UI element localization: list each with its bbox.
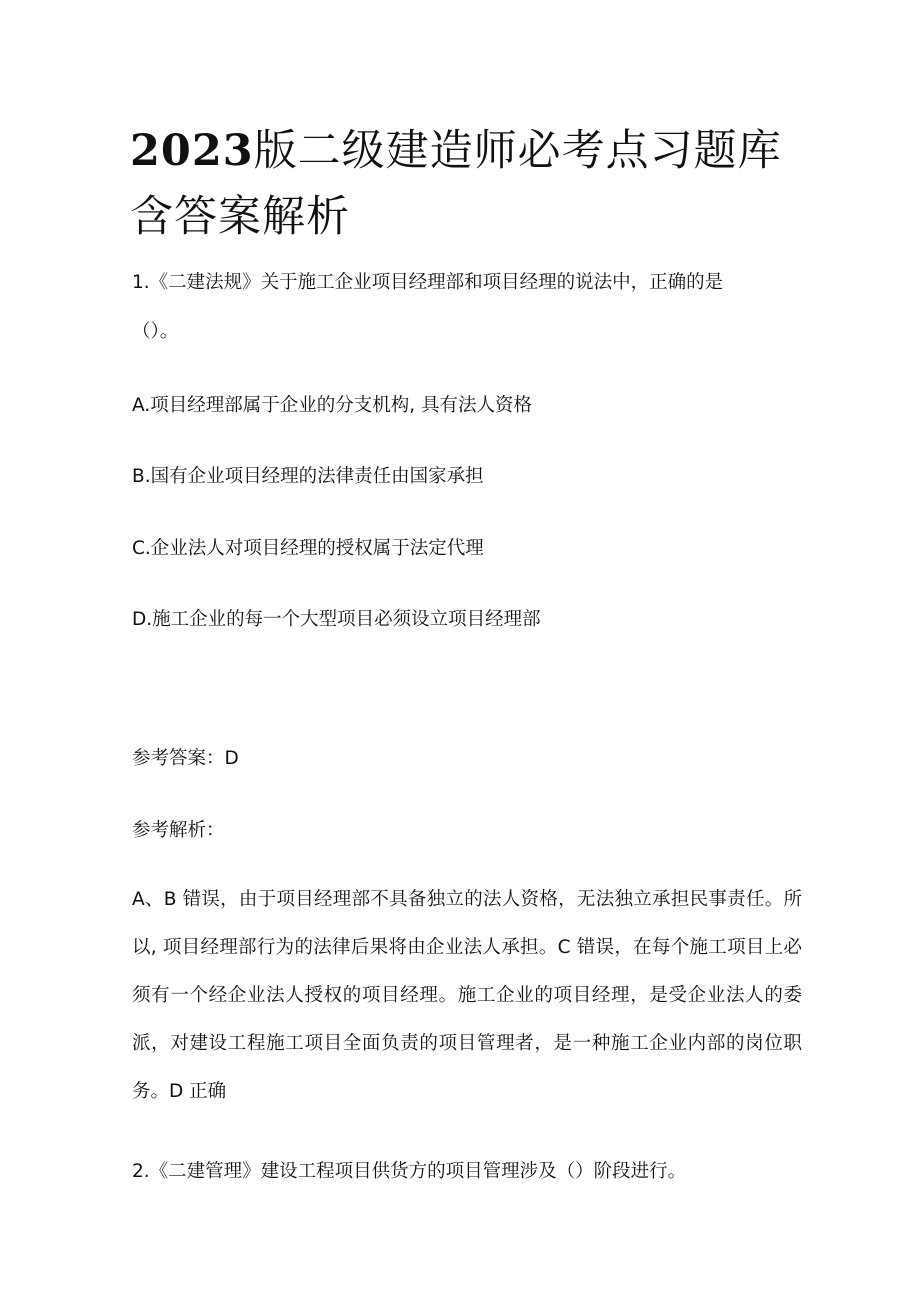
question-1-analysis-text: A、B 错误，由于项目经理部不具备独立的法人资格，无法独立承担民事责任。所以, 项目经理部行为的法律后果将由企业法人承担。C 错误，在每个施工项目上必须有一个经企业法人授权的项目经理。施工企业的项目经理，是受企业法人的委派，对建设工程施工项目全面负责的项目管理者，是一种施工企业内部的岗位职务。D 正确 (132, 889, 802, 1102)
question-1-option-c: C.企业法人对项目经理的授权属于法定代理 (132, 538, 484, 559)
title-year: 2023 (130, 126, 254, 176)
question-1-option-d: D.施工企业的每一个大型项目必须设立项目经理部 (132, 609, 541, 630)
question-1-analysis-label: 参考解析： (132, 820, 225, 841)
question-1-option-b: B.国有企业项目经理的法律责任由国家承担 (132, 466, 484, 487)
question-1-stem-line-1: 1.《二建法规》关于施工企业项目经理部和项目经理的说法中，正确的是 (132, 272, 724, 293)
question-1-answer: 参考答案：D (132, 748, 239, 769)
title-text: 版二级建造师必考点习题库含答案解析 (130, 126, 782, 242)
question-1-option-a: A.项目经理部属于企业的分支机构, 具有法人资格 (132, 395, 532, 416)
question-1-stem-line-2: （）。 (132, 321, 179, 342)
document-title (130, 118, 810, 250)
question-2-stem: 2.《二建管理》建设工程项目供货方的项目管理涉及（）阶段进行。 (132, 1161, 687, 1182)
